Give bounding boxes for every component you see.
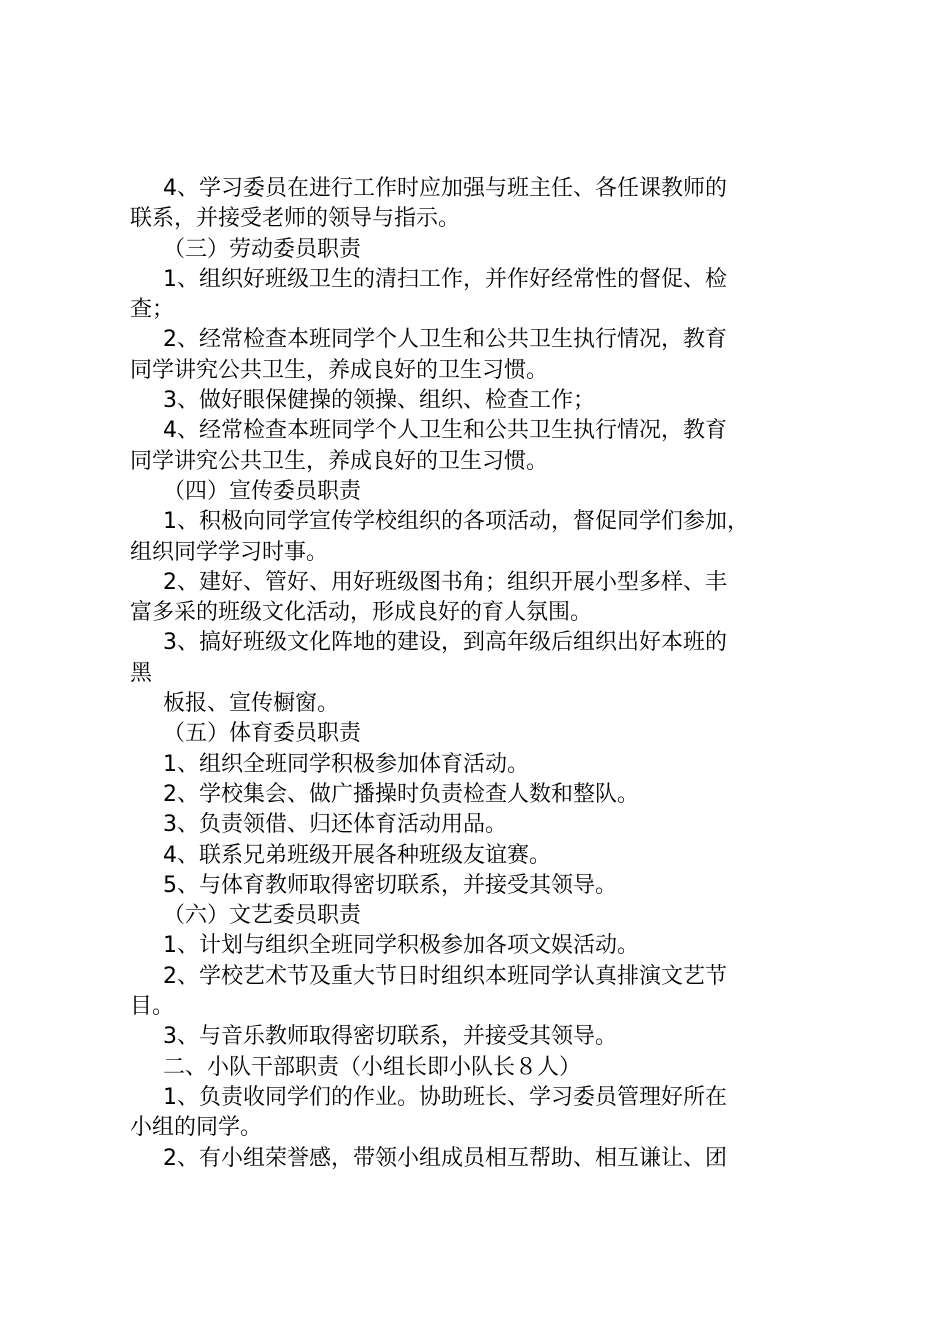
text-line: 查；: [130, 297, 175, 323]
text-line: 小组的同学。: [130, 1115, 263, 1141]
text-line: 1、组织好班级卫生的清扫工作，并作好经常性的督促、检: [163, 266, 727, 292]
text-line: 5、与体育教师取得密切联系，并接受其领导。: [163, 872, 617, 898]
text-line: 2、建好、管好、用好班级图书角；组织开展小型多样、丰: [163, 569, 727, 595]
text-line: 3、与音乐教师取得密切联系，并接受其领导。: [163, 1024, 617, 1050]
section-heading: （三）劳动委员职责: [163, 236, 362, 262]
text-line: 目。: [130, 994, 175, 1020]
text-line: 富多采的班级文化活动，形成良好的育人氛围。: [130, 600, 593, 626]
section-heading: 二、小队干部职责（小组长即小队长８人）: [163, 1054, 582, 1080]
section-heading: （四）宣传委员职责: [163, 478, 362, 504]
document-body: [130, 174, 830, 1174]
text-line: 4、学习委员在进行工作时应加强与班主任、各任课教师的: [163, 176, 727, 201]
text-line: 2、有小组荣誉感，带领小组成员相互帮助、相互谦让、团: [163, 1145, 727, 1171]
text-line: 2、学校集会、做广播操时负责检查人数和整队。: [163, 781, 639, 807]
text-line: 1、积极向同学宣传学校组织的各项活动，督促同学们参加，: [163, 509, 749, 535]
section-heading: （六）文艺委员职责: [163, 903, 362, 929]
text-line: 1、组织全班同学积极参加体育活动。: [163, 751, 529, 777]
text-line: 4、联系兄弟班级开展各种班级友谊赛。: [163, 842, 551, 868]
text-line: 3、负责领借、归还体育活动用品。: [163, 812, 507, 838]
text-line: 2、学校艺术节及重大节日时组织本班同学认真排演文艺节: [163, 963, 727, 989]
text-line: 联系，并接受老师的领导与指示。: [130, 206, 461, 232]
text-line: 组织同学学习时事。: [130, 539, 329, 565]
text-line: 4、经常检查本班同学个人卫生和公共卫生执行情况，教育: [163, 418, 727, 444]
text-line: 板报、宣传橱窗。: [163, 691, 340, 717]
text-line: 同学讲究公共卫生，养成良好的卫生习惯。: [130, 448, 549, 474]
text-line: 1、计划与组织全班同学积极参加各项文娱活动。: [163, 933, 639, 959]
text-line: 3、做好眼保健操的领操、组织、检查工作；: [163, 388, 595, 414]
text-line: 黑: [130, 660, 153, 686]
text-line: 2、经常检查本班同学个人卫生和公共卫生执行情况，教育: [163, 327, 727, 353]
text-line: 3、搞好班级文化阵地的建设，到高年级后组织出好本班的: [163, 630, 727, 656]
text-line: 1、负责收同学们的作业。协助班长、学习委员管理好所在: [163, 1084, 727, 1110]
section-heading: （五）体育委员职责: [163, 721, 362, 747]
text-line: 同学讲究公共卫生，养成良好的卫生习惯。: [130, 357, 549, 383]
